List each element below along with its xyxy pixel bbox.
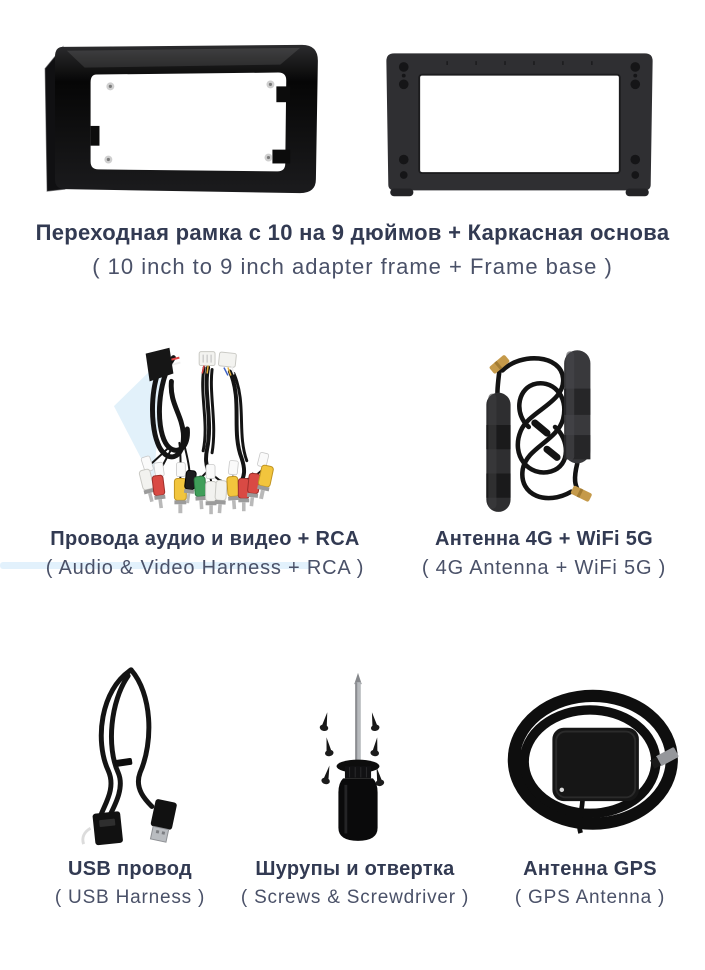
gps-puck xyxy=(552,728,638,801)
caption-gps xyxy=(485,858,695,909)
caption-antenna-4g-en: ( 4G Antenna + WiFi 5G ) xyxy=(421,557,667,579)
screws-screwdriver-photo xyxy=(288,656,428,854)
screws-screwdriver-image xyxy=(288,656,428,854)
caption-antenna-4g-ru: Антенна 4G + WiFi 5G xyxy=(434,528,654,550)
caption-screws-ru: Шурупы и отвертка xyxy=(255,858,455,880)
caption-gps-en: ( GPS Antenna ) xyxy=(514,887,666,908)
adapter-frame-photo xyxy=(33,35,330,203)
usb-female-connector xyxy=(92,811,123,845)
av-harness-image xyxy=(110,330,328,522)
av-harness-photo xyxy=(110,330,328,522)
4g-wifi-antenna-image xyxy=(448,330,654,522)
caption-frames-ru: Переходная рамка с 10 на 9 дюймов + Каркасная основа xyxy=(35,220,670,245)
caption-av-harness-en: ( Audio & Video Harness + RCA ) xyxy=(45,557,365,579)
adapter-frame-image xyxy=(33,35,330,203)
screwdriver xyxy=(337,673,380,841)
sma-connector-bottom xyxy=(570,485,592,502)
caption-frames-en: ( 10 inch to 9 inch adapter frame + Frame base ) xyxy=(92,254,613,279)
gps-antenna-photo xyxy=(496,660,684,852)
usb-harness-photo xyxy=(52,656,232,854)
caption-usb xyxy=(20,858,240,909)
4g-wifi-antenna-photo xyxy=(448,330,654,522)
gps-antenna-image xyxy=(496,660,684,852)
molded-connector xyxy=(146,348,174,382)
white-connector-2 xyxy=(218,352,236,376)
caption-antenna-4g xyxy=(398,528,690,580)
caption-frames xyxy=(0,220,705,280)
usb-harness-image xyxy=(52,656,232,854)
caption-usb-en: ( USB Harness ) xyxy=(54,887,206,908)
caption-av-harness-ru: Провода аудио и видео + RCA xyxy=(50,528,360,550)
caption-usb-ru: USB провод xyxy=(68,858,192,880)
caption-av-harness xyxy=(15,528,395,580)
caption-screws xyxy=(230,858,480,909)
frame-base-photo xyxy=(371,38,668,202)
caption-screws-en: ( Screws & Screwdriver ) xyxy=(240,887,470,908)
caption-gps-ru: Антенна GPS xyxy=(523,858,657,880)
frame-base-image xyxy=(371,38,668,202)
